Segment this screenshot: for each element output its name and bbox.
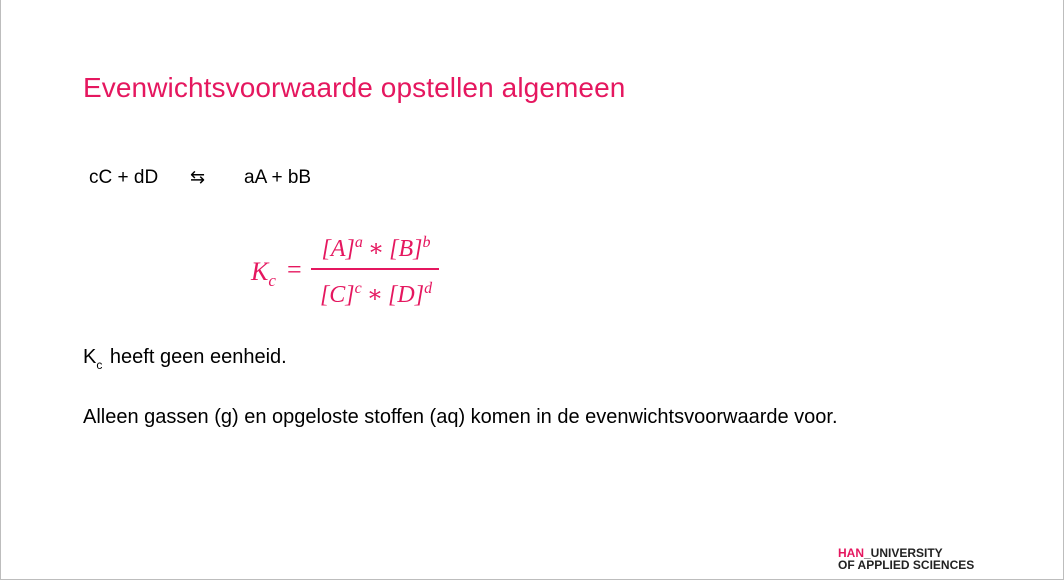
han-university-logo <box>838 547 974 571</box>
kc-note-text: heeft geen eenheid. <box>104 346 287 368</box>
formula-numerator <box>311 226 441 266</box>
formula-denominator <box>311 272 441 312</box>
numerator-exp-a: a <box>354 234 363 251</box>
logo-han: HAN <box>838 546 864 560</box>
denominator-term-d: [D] <box>388 281 425 308</box>
formula-lhs <box>251 257 276 291</box>
numerator-term-b: [B] <box>389 236 423 262</box>
kc-unit-note <box>83 346 287 372</box>
formula-k-subscript: c <box>268 271 276 290</box>
logo-line-2: OF APPLIED SCIENCES <box>838 558 975 572</box>
slide-title: Evenwichtsvoorwaarde opstellen algemeen <box>83 72 626 103</box>
equilibrium-constant-formula <box>251 226 451 316</box>
reaction-products: aA + bB <box>244 167 312 188</box>
numerator-term-a: [A] <box>321 236 355 262</box>
numerator-exp-b: b <box>422 234 431 251</box>
denominator-exp-c: c <box>354 279 362 297</box>
reaction-reactants: cC + dD <box>89 167 159 188</box>
kc-symbol: K <box>83 346 97 368</box>
formula-k: K <box>251 257 269 286</box>
equilibrium-arrow-icon: ⇆ <box>190 167 206 188</box>
numerator-operator: ∗ <box>367 236 385 262</box>
kc-subscript: c <box>96 358 103 372</box>
denominator-term-c: [C] <box>319 281 355 308</box>
formula-equals: = <box>287 255 302 284</box>
logo-university: _UNIVERSITY <box>864 546 943 560</box>
fraction-bar <box>311 268 439 270</box>
denominator-exp-d: d <box>424 279 433 297</box>
phase-note: Alleen gassen (g) en opgeloste stoffen (aq) komen in de evenwichtsvoorwaarde voor. <box>83 406 838 428</box>
formula-fraction <box>311 226 441 312</box>
denominator-operator: ∗ <box>366 281 384 308</box>
